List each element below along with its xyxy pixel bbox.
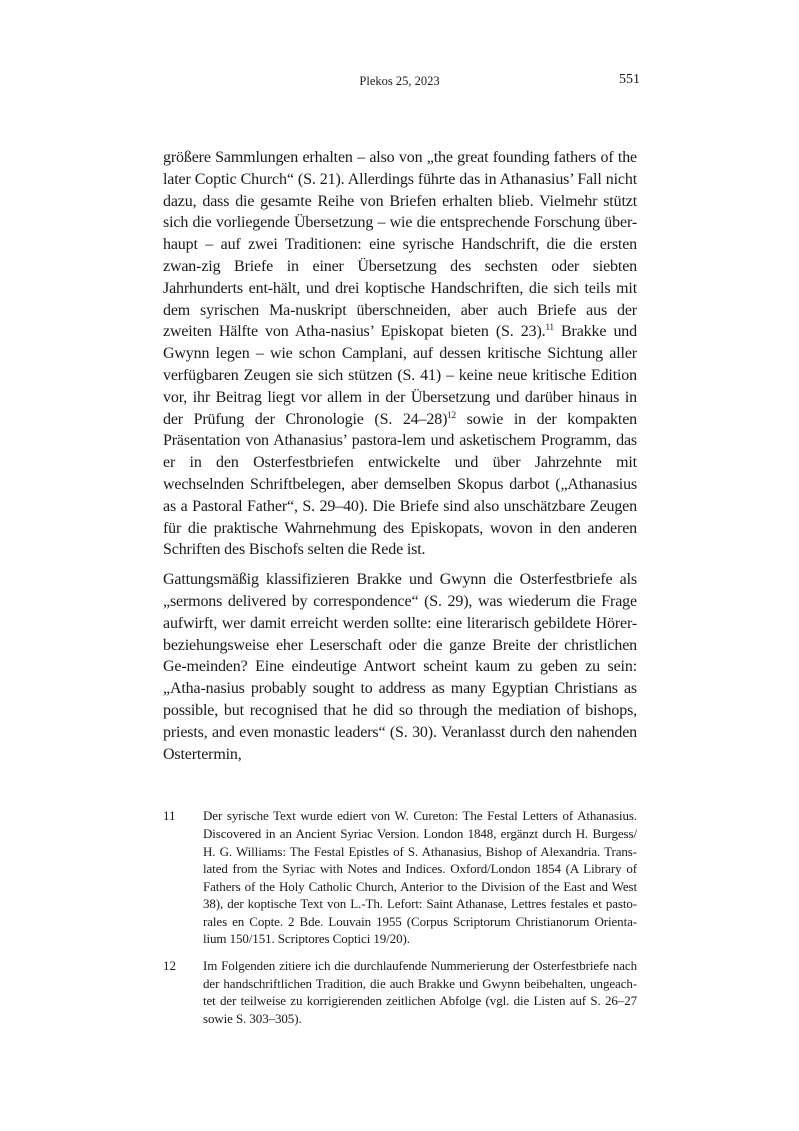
text-segment: Camplani, auf dessen kritische Sichtung aller verfügbaren Zeugen sie sich (163, 345, 637, 384)
text-line (163, 593, 637, 610)
text-segment: beziehungsweise eher Leserschaft oder die ganze Breite der christlichen Ge- (163, 636, 637, 676)
text-segment: nuskript überschneiden, aber auch Briefe aus der zweiten Hälfte von Atha- (163, 301, 637, 341)
text-segment: Brakke und Gwynn legen – wie schon (163, 323, 637, 363)
text-segment: haupt – auf zwei Traditionen: eine syrische Handschrift, die die ersten zwan- (163, 236, 637, 275)
text-line (163, 724, 637, 763)
text-segment: dazu, dass die gesamte Reihe von Briefen erhalten blieb. Vielmehr stützt sich (163, 192, 637, 232)
text-segment: sowie S. 303–305). (203, 1010, 302, 1026)
footnote-number: 12 (163, 958, 176, 974)
footnote-number: 11 (163, 808, 176, 824)
text-segment: meinden? Eine eindeutige Antwort scheint kaum zu geben zu sein: „Atha- (163, 658, 637, 698)
text-segment: die vorliegende Übersetzung – wie die entsprechende Forschung über- (192, 214, 637, 232)
footnote-text (203, 957, 637, 1027)
footnotes (163, 807, 637, 1027)
text-segment: hält, und drei koptische Handschriften, die sich teils mit dem syrischen Ma- (163, 279, 637, 319)
text-segment: H. G. Williams: The Festal Epistles of S. Athanasius, Bishop of Alexandria. Trans- (203, 843, 637, 859)
text-segment: und über Jahrzehnte mit wechselnden Schriftbelegen, aber demselben (163, 454, 637, 493)
text-line (163, 571, 637, 588)
text-line (203, 844, 637, 859)
text-segment: „sermons delivered by correspondence“ (S. 29), was wiederum die Frage (163, 592, 637, 610)
text-segment: in der Übersetzung und darüber hinaus in der Prüfung der Chronologie (163, 388, 637, 428)
text-segment: aufwirft, wer damit erreicht werden sollte: eine literarisch gebildete Hörer- (163, 614, 637, 632)
text-segment: größere Sammlungen erhalten – also von „the great founding fathers of the (163, 149, 637, 166)
text-line (203, 826, 637, 841)
text-line (163, 615, 637, 632)
paragraph-1 (163, 147, 637, 561)
page-number: 551 (619, 72, 640, 87)
text-line (203, 976, 637, 991)
text-line (203, 879, 637, 894)
text-line (163, 149, 637, 166)
text-segment: (S. 24–28) (374, 410, 448, 428)
text-segment: zig Briefe in einer Übersetzung des sechsten oder siebten Jahrhunderts ent- (163, 257, 637, 297)
text-line (203, 993, 637, 1008)
text-segment: sowie in der kompakten Präsentation von Athanasius’ pastora- (163, 410, 637, 450)
text-line (203, 808, 637, 823)
text-segment: even monastic leaders“ (S. 30). Veranlasst durch den nahenden Ostertermin, (163, 723, 638, 763)
text-segment: Der syrische Text wurde ediert von W. Cureton: The Festal Letters of Athanasius. (203, 808, 637, 824)
footnote-11 (163, 807, 637, 948)
footnote-reference: 12 (447, 409, 456, 420)
text-line (203, 914, 637, 929)
text-line (192, 214, 637, 231)
text-segment: rales en Copte. 2 Bde. Louvain 1955 (Corpus Scriptorum Christianorum Orienta- (203, 913, 637, 929)
text-line (203, 861, 637, 876)
text-segment: but recognised that he did so through the mediation of bishops, priests, and (163, 701, 637, 741)
text-segment: lated from the Syriac with Notes and Indices. Oxford/London 1854 (A Library of (203, 861, 637, 877)
text-segment: also unschätzbare Zeugen für die praktische Wahrnehmung des Episkopats, (163, 497, 637, 537)
text-segment: Skopus darbot („Athanasius as a Pastoral Father“, S. 29–40). Die Briefe sind (163, 475, 637, 515)
text-segment: Im Folgenden zitiere ich die durchlaufende Nummerierung der Osterfestbriefe nach (203, 958, 637, 974)
journal-title: Plekos 25, 2023 (359, 74, 440, 88)
page-content (163, 147, 637, 1067)
text-segment: Discovered in an Ancient Syriac Version. London 1848, ergänzt durch H. Burgess/ (203, 825, 637, 841)
footnote-12 (163, 957, 637, 1027)
paragraph-2 (163, 569, 637, 765)
text-segment: Fathers of the Holy Catholic Church, Anterior to the Division of the East and West (203, 878, 637, 894)
footnote-text (203, 807, 637, 948)
text-segment: later Coptic Church“ (S. 21). Allerdings führte das in Athanasius’ Fall nicht (163, 170, 637, 188)
text-segment: Gattungsmäßig klassifizieren Brakke und Gwynn die Osterfestbriefe als (163, 571, 637, 589)
text-segment: der handschriftlichen Tradition, die auch Brakke und Gwynn beibehalten, ungeach- (203, 975, 637, 991)
text-segment: nasius’ Episkopat bieten (S. 23). (330, 323, 546, 341)
running-header (0, 0, 799, 147)
text-segment: nasius probably sought to address as many Egyptian Christians as possible, (163, 680, 637, 719)
text-line (163, 171, 637, 188)
text-segment: lium 150/151. Scriptores Coptici 19/20). (203, 931, 410, 947)
text-segment: wovon in den anderen Schriften des Bischofs selten die Rede ist. (163, 519, 637, 559)
text-segment: stützen (S. 41) – keine neue kritische Edition vor, ihr Beitrag liegt vor allem (163, 366, 638, 406)
text-line (203, 896, 637, 911)
footnote-reference: 11 (545, 322, 554, 333)
text-line (203, 958, 637, 973)
text-segment: 38), der koptische Text von L.-Th. Lefort: Saint Athanase, Lettres festales et pasto- (203, 896, 637, 912)
text-line (203, 931, 410, 946)
text-segment: tet der teilweise zu korrigierenden zeitlichen Abfolge (vgl. die Listen auf S. 26–27 (203, 993, 637, 1009)
text-segment: lem und asketischem Programm, das er in den Osterfestbriefen entwickelte (163, 432, 637, 472)
text-line (203, 1011, 302, 1026)
